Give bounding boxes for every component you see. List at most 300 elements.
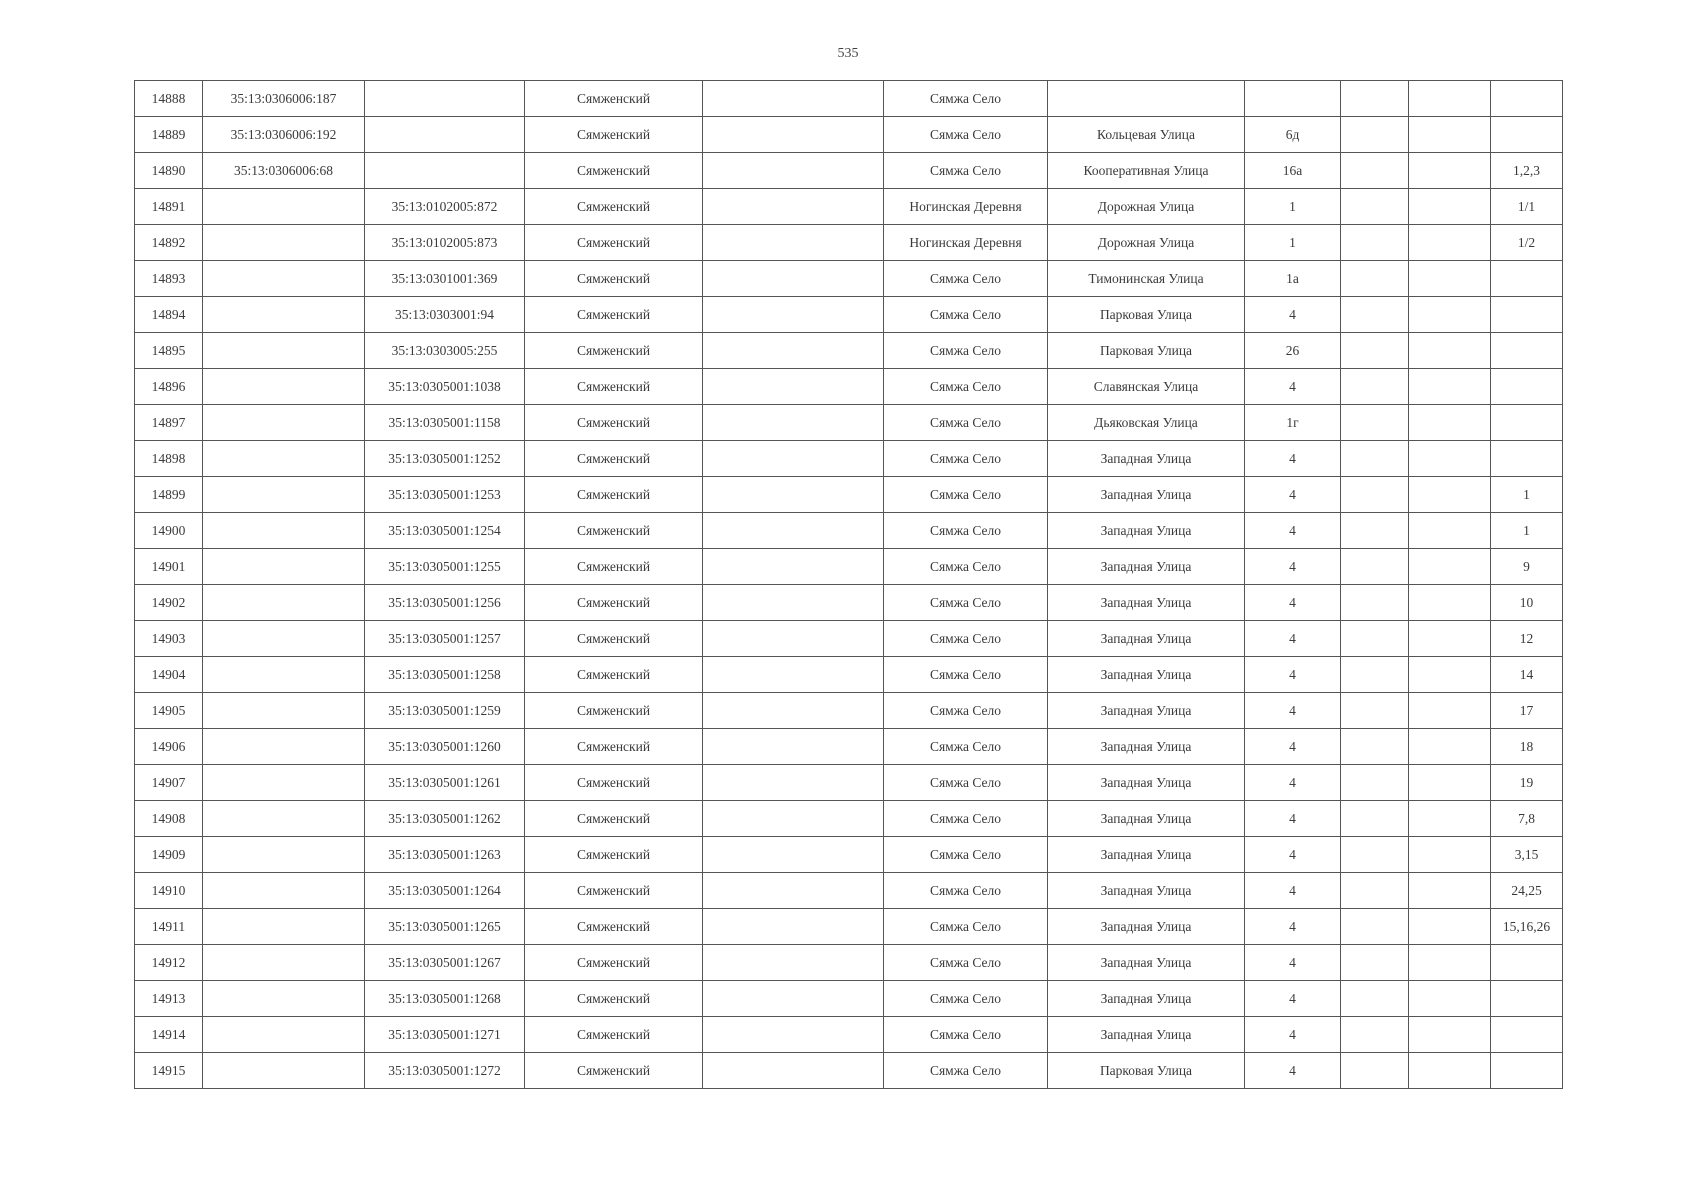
street-cell: Славянская Улица (1048, 369, 1245, 405)
record-number-cell: 14889 (135, 117, 203, 153)
municipality-cell (703, 441, 884, 477)
street-cell: Западная Улица (1048, 549, 1245, 585)
house-number-cell: 4 (1245, 909, 1341, 945)
cadastral-number-primary-cell (203, 945, 365, 981)
cadastral-number-primary-cell (203, 837, 365, 873)
cadastral-number-primary-cell (203, 297, 365, 333)
cadastral-number-secondary-cell: 35:13:0303001:94 (365, 297, 525, 333)
house-number-cell: 1а (1245, 261, 1341, 297)
house-number-cell: 4 (1245, 801, 1341, 837)
settlement-cell: Сямжа Село (884, 1017, 1048, 1053)
municipality-cell (703, 981, 884, 1017)
apartment-cell (1491, 405, 1563, 441)
street-cell: Западная Улица (1048, 873, 1245, 909)
structure-cell (1409, 369, 1491, 405)
structure-cell (1409, 225, 1491, 261)
street-cell (1048, 81, 1245, 117)
cadastral-number-secondary-cell: 35:13:0305001:1261 (365, 765, 525, 801)
building-cell (1341, 513, 1409, 549)
settlement-cell: Сямжа Село (884, 585, 1048, 621)
table-row (135, 153, 1563, 189)
settlement-cell: Сямжа Село (884, 261, 1048, 297)
building-cell (1341, 225, 1409, 261)
structure-cell (1409, 261, 1491, 297)
district-cell: Сямженский (525, 981, 703, 1017)
district-cell: Сямженский (525, 333, 703, 369)
table-row (135, 549, 1563, 585)
street-cell: Дорожная Улица (1048, 189, 1245, 225)
structure-cell (1409, 477, 1491, 513)
settlement-cell: Сямжа Село (884, 729, 1048, 765)
street-cell: Западная Улица (1048, 729, 1245, 765)
house-number-cell: 4 (1245, 765, 1341, 801)
structure-cell (1409, 693, 1491, 729)
settlement-cell: Ногинская Деревня (884, 225, 1048, 261)
municipality-cell (703, 369, 884, 405)
building-cell (1341, 477, 1409, 513)
building-cell (1341, 909, 1409, 945)
cadastral-number-primary-cell (203, 513, 365, 549)
table-row (135, 657, 1563, 693)
house-number-cell: 4 (1245, 585, 1341, 621)
district-cell: Сямженский (525, 693, 703, 729)
house-number-cell: 4 (1245, 441, 1341, 477)
structure-cell (1409, 981, 1491, 1017)
cadastral-number-primary-cell (203, 189, 365, 225)
building-cell (1341, 1053, 1409, 1089)
municipality-cell (703, 909, 884, 945)
municipality-cell (703, 261, 884, 297)
district-cell: Сямженский (525, 1053, 703, 1089)
structure-cell (1409, 297, 1491, 333)
cadastral-number-primary-cell (203, 477, 365, 513)
cadastral-number-secondary-cell: 35:13:0102005:873 (365, 225, 525, 261)
record-number-cell: 14913 (135, 981, 203, 1017)
building-cell (1341, 621, 1409, 657)
street-cell: Западная Улица (1048, 765, 1245, 801)
municipality-cell (703, 693, 884, 729)
apartment-cell: 1 (1491, 477, 1563, 513)
settlement-cell: Сямжа Село (884, 81, 1048, 117)
structure-cell (1409, 945, 1491, 981)
record-number-cell: 14900 (135, 513, 203, 549)
municipality-cell (703, 153, 884, 189)
settlement-cell: Сямжа Село (884, 441, 1048, 477)
record-number-cell: 14909 (135, 837, 203, 873)
street-cell: Дорожная Улица (1048, 225, 1245, 261)
record-number-cell: 14911 (135, 909, 203, 945)
record-number-cell: 14894 (135, 297, 203, 333)
building-cell (1341, 873, 1409, 909)
house-number-cell: 4 (1245, 873, 1341, 909)
record-number-cell: 14905 (135, 693, 203, 729)
structure-cell (1409, 117, 1491, 153)
cadastral-number-secondary-cell: 35:13:0305001:1265 (365, 909, 525, 945)
municipality-cell (703, 873, 884, 909)
structure-cell (1409, 765, 1491, 801)
building-cell (1341, 765, 1409, 801)
house-number-cell: 4 (1245, 621, 1341, 657)
building-cell (1341, 333, 1409, 369)
building-cell (1341, 837, 1409, 873)
cadastral-number-secondary-cell: 35:13:0305001:1259 (365, 693, 525, 729)
municipality-cell (703, 1053, 884, 1089)
cadastral-number-secondary-cell: 35:13:0305001:1272 (365, 1053, 525, 1089)
building-cell (1341, 369, 1409, 405)
settlement-cell: Ногинская Деревня (884, 189, 1048, 225)
district-cell: Сямженский (525, 801, 703, 837)
cadastral-number-secondary-cell: 35:13:0305001:1038 (365, 369, 525, 405)
cadastral-number-secondary-cell: 35:13:0305001:1264 (365, 873, 525, 909)
table-row (135, 189, 1563, 225)
settlement-cell: Сямжа Село (884, 693, 1048, 729)
structure-cell (1409, 729, 1491, 765)
municipality-cell (703, 585, 884, 621)
settlement-cell: Сямжа Село (884, 477, 1048, 513)
municipality-cell (703, 513, 884, 549)
street-cell: Тимонинская Улица (1048, 261, 1245, 297)
table-row (135, 405, 1563, 441)
district-cell: Сямженский (525, 117, 703, 153)
cadastral-number-secondary-cell: 35:13:0305001:1268 (365, 981, 525, 1017)
apartment-cell: 7,8 (1491, 801, 1563, 837)
table-row (135, 1053, 1563, 1089)
settlement-cell: Сямжа Село (884, 837, 1048, 873)
apartment-cell (1491, 81, 1563, 117)
street-cell: Кольцевая Улица (1048, 117, 1245, 153)
cadastral-number-primary-cell (203, 693, 365, 729)
cadastral-number-primary-cell (203, 369, 365, 405)
district-cell: Сямженский (525, 585, 703, 621)
cadastral-number-secondary-cell: 35:13:0303005:255 (365, 333, 525, 369)
municipality-cell (703, 81, 884, 117)
cadastral-number-primary-cell (203, 801, 365, 837)
house-number-cell: 4 (1245, 477, 1341, 513)
apartment-cell: 15,16,26 (1491, 909, 1563, 945)
district-cell: Сямженский (525, 765, 703, 801)
table-row (135, 225, 1563, 261)
house-number-cell: 4 (1245, 1053, 1341, 1089)
district-cell: Сямженский (525, 549, 703, 585)
street-cell: Западная Улица (1048, 441, 1245, 477)
street-cell: Западная Улица (1048, 477, 1245, 513)
cadastral-number-secondary-cell: 35:13:0305001:1263 (365, 837, 525, 873)
district-cell: Сямженский (525, 441, 703, 477)
table-row (135, 945, 1563, 981)
building-cell (1341, 549, 1409, 585)
house-number-cell: 4 (1245, 513, 1341, 549)
apartment-cell: 1/2 (1491, 225, 1563, 261)
house-number-cell: 4 (1245, 981, 1341, 1017)
table-row (135, 81, 1563, 117)
building-cell (1341, 405, 1409, 441)
building-cell (1341, 729, 1409, 765)
settlement-cell: Сямжа Село (884, 873, 1048, 909)
apartment-cell (1491, 333, 1563, 369)
structure-cell (1409, 837, 1491, 873)
record-number-cell: 14908 (135, 801, 203, 837)
cadastral-number-primary-cell (203, 909, 365, 945)
cadastral-number-primary-cell (203, 657, 365, 693)
record-number-cell: 14892 (135, 225, 203, 261)
street-cell: Парковая Улица (1048, 333, 1245, 369)
municipality-cell (703, 621, 884, 657)
district-cell: Сямженский (525, 1017, 703, 1053)
table-row (135, 333, 1563, 369)
apartment-cell: 14 (1491, 657, 1563, 693)
settlement-cell: Сямжа Село (884, 765, 1048, 801)
cadastral-number-primary-cell (203, 981, 365, 1017)
house-number-cell: 4 (1245, 297, 1341, 333)
settlement-cell: Сямжа Село (884, 333, 1048, 369)
cadastral-number-primary-cell (203, 549, 365, 585)
table-row (135, 837, 1563, 873)
apartment-cell (1491, 1053, 1563, 1089)
settlement-cell: Сямжа Село (884, 801, 1048, 837)
street-cell: Западная Улица (1048, 621, 1245, 657)
structure-cell (1409, 657, 1491, 693)
record-number-cell: 14901 (135, 549, 203, 585)
registry-table (134, 80, 1563, 1089)
apartment-cell: 3,15 (1491, 837, 1563, 873)
record-number-cell: 14904 (135, 657, 203, 693)
apartment-cell: 1/1 (1491, 189, 1563, 225)
district-cell: Сямженский (525, 297, 703, 333)
building-cell (1341, 945, 1409, 981)
street-cell: Западная Улица (1048, 513, 1245, 549)
cadastral-number-primary-cell: 35:13:0306006:187 (203, 81, 365, 117)
apartment-cell (1491, 369, 1563, 405)
structure-cell (1409, 513, 1491, 549)
cadastral-number-secondary-cell: 35:13:0305001:1255 (365, 549, 525, 585)
cadastral-number-primary-cell (203, 621, 365, 657)
cadastral-number-secondary-cell: 35:13:0305001:1252 (365, 441, 525, 477)
house-number-cell: 6д (1245, 117, 1341, 153)
record-number-cell: 14902 (135, 585, 203, 621)
structure-cell (1409, 81, 1491, 117)
cadastral-number-secondary-cell (365, 81, 525, 117)
apartment-cell: 1,2,3 (1491, 153, 1563, 189)
table-row (135, 1017, 1563, 1053)
table-row (135, 297, 1563, 333)
cadastral-number-secondary-cell: 35:13:0305001:1262 (365, 801, 525, 837)
building-cell (1341, 153, 1409, 189)
table-row (135, 477, 1563, 513)
street-cell: Западная Улица (1048, 981, 1245, 1017)
district-cell: Сямженский (525, 369, 703, 405)
house-number-cell: 16а (1245, 153, 1341, 189)
structure-cell (1409, 441, 1491, 477)
structure-cell (1409, 873, 1491, 909)
municipality-cell (703, 189, 884, 225)
district-cell: Сямженский (525, 729, 703, 765)
apartment-cell (1491, 1017, 1563, 1053)
street-cell: Дьяковская Улица (1048, 405, 1245, 441)
building-cell (1341, 981, 1409, 1017)
municipality-cell (703, 801, 884, 837)
house-number-cell: 4 (1245, 657, 1341, 693)
house-number-cell: 1г (1245, 405, 1341, 441)
street-cell: Западная Улица (1048, 1017, 1245, 1053)
cadastral-number-secondary-cell: 35:13:0305001:1257 (365, 621, 525, 657)
structure-cell (1409, 333, 1491, 369)
table-row (135, 261, 1563, 297)
building-cell (1341, 117, 1409, 153)
cadastral-number-secondary-cell: 35:13:0305001:1267 (365, 945, 525, 981)
house-number-cell: 4 (1245, 369, 1341, 405)
table-row (135, 693, 1563, 729)
settlement-cell: Сямжа Село (884, 945, 1048, 981)
record-number-cell: 14895 (135, 333, 203, 369)
settlement-cell: Сямжа Село (884, 405, 1048, 441)
apartment-cell (1491, 117, 1563, 153)
municipality-cell (703, 1017, 884, 1053)
record-number-cell: 14891 (135, 189, 203, 225)
apartment-cell: 1 (1491, 513, 1563, 549)
cadastral-number-primary-cell: 35:13:0306006:68 (203, 153, 365, 189)
street-cell: Западная Улица (1048, 657, 1245, 693)
settlement-cell: Сямжа Село (884, 981, 1048, 1017)
cadastral-number-primary-cell (203, 1017, 365, 1053)
settlement-cell: Сямжа Село (884, 297, 1048, 333)
record-number-cell: 14914 (135, 1017, 203, 1053)
record-number-cell: 14893 (135, 261, 203, 297)
apartment-cell: 19 (1491, 765, 1563, 801)
record-number-cell: 14898 (135, 441, 203, 477)
building-cell (1341, 81, 1409, 117)
cadastral-number-primary-cell (203, 441, 365, 477)
table-row (135, 621, 1563, 657)
cadastral-number-primary-cell (203, 873, 365, 909)
building-cell (1341, 693, 1409, 729)
building-cell (1341, 297, 1409, 333)
district-cell: Сямженский (525, 405, 703, 441)
settlement-cell: Сямжа Село (884, 621, 1048, 657)
street-cell: Кооперативная Улица (1048, 153, 1245, 189)
building-cell (1341, 801, 1409, 837)
record-number-cell: 14896 (135, 369, 203, 405)
municipality-cell (703, 837, 884, 873)
table-row (135, 369, 1563, 405)
building-cell (1341, 657, 1409, 693)
record-number-cell: 14897 (135, 405, 203, 441)
record-number-cell: 14903 (135, 621, 203, 657)
record-number-cell: 14899 (135, 477, 203, 513)
page-number: 535 (837, 46, 859, 61)
district-cell: Сямженский (525, 153, 703, 189)
apartment-cell (1491, 981, 1563, 1017)
cadastral-number-primary-cell (203, 225, 365, 261)
house-number-cell: 4 (1245, 549, 1341, 585)
district-cell: Сямженский (525, 873, 703, 909)
structure-cell (1409, 405, 1491, 441)
cadastral-number-secondary-cell: 35:13:0305001:1256 (365, 585, 525, 621)
table-row (135, 441, 1563, 477)
settlement-cell: Сямжа Село (884, 657, 1048, 693)
district-cell: Сямженский (525, 621, 703, 657)
street-cell: Западная Улица (1048, 945, 1245, 981)
table-row (135, 981, 1563, 1017)
street-cell: Парковая Улица (1048, 297, 1245, 333)
municipality-cell (703, 333, 884, 369)
house-number-cell: 4 (1245, 729, 1341, 765)
table-row (135, 729, 1563, 765)
apartment-cell: 17 (1491, 693, 1563, 729)
cadastral-number-secondary-cell: 35:13:0305001:1258 (365, 657, 525, 693)
table-row (135, 801, 1563, 837)
house-number-cell: 1 (1245, 189, 1341, 225)
cadastral-number-secondary-cell: 35:13:0305001:1260 (365, 729, 525, 765)
record-number-cell: 14890 (135, 153, 203, 189)
cadastral-number-secondary-cell (365, 117, 525, 153)
building-cell (1341, 1017, 1409, 1053)
cadastral-number-secondary-cell (365, 153, 525, 189)
apartment-cell (1491, 945, 1563, 981)
house-number-cell: 1 (1245, 225, 1341, 261)
municipality-cell (703, 945, 884, 981)
structure-cell (1409, 153, 1491, 189)
district-cell: Сямженский (525, 477, 703, 513)
apartment-cell (1491, 297, 1563, 333)
municipality-cell (703, 549, 884, 585)
table-row (135, 765, 1563, 801)
table-row (135, 513, 1563, 549)
building-cell (1341, 261, 1409, 297)
house-number-cell: 4 (1245, 1017, 1341, 1053)
district-cell: Сямженский (525, 261, 703, 297)
apartment-cell: 18 (1491, 729, 1563, 765)
settlement-cell: Сямжа Село (884, 909, 1048, 945)
cadastral-number-primary-cell (203, 765, 365, 801)
settlement-cell: Сямжа Село (884, 117, 1048, 153)
street-cell: Западная Улица (1048, 801, 1245, 837)
building-cell (1341, 585, 1409, 621)
apartment-cell (1491, 261, 1563, 297)
district-cell: Сямженский (525, 657, 703, 693)
municipality-cell (703, 765, 884, 801)
street-cell: Западная Улица (1048, 585, 1245, 621)
house-number-cell: 4 (1245, 693, 1341, 729)
cadastral-number-secondary-cell: 35:13:0102005:872 (365, 189, 525, 225)
table-row (135, 909, 1563, 945)
table-row (135, 585, 1563, 621)
structure-cell (1409, 1017, 1491, 1053)
settlement-cell: Сямжа Село (884, 153, 1048, 189)
table-row (135, 117, 1563, 153)
cadastral-number-secondary-cell: 35:13:0305001:1158 (365, 405, 525, 441)
street-cell: Западная Улица (1048, 909, 1245, 945)
structure-cell (1409, 621, 1491, 657)
cadastral-number-primary-cell (203, 333, 365, 369)
district-cell: Сямженский (525, 513, 703, 549)
registry-table-body (135, 81, 1563, 1089)
municipality-cell (703, 657, 884, 693)
building-cell (1341, 189, 1409, 225)
settlement-cell: Сямжа Село (884, 549, 1048, 585)
cadastral-number-primary-cell (203, 729, 365, 765)
house-number-cell (1245, 81, 1341, 117)
cadastral-number-primary-cell (203, 585, 365, 621)
settlement-cell: Сямжа Село (884, 369, 1048, 405)
district-cell: Сямженский (525, 837, 703, 873)
house-number-cell: 4 (1245, 945, 1341, 981)
cadastral-number-primary-cell: 35:13:0306006:192 (203, 117, 365, 153)
street-cell: Парковая Улица (1048, 1053, 1245, 1089)
house-number-cell: 4 (1245, 837, 1341, 873)
record-number-cell: 14888 (135, 81, 203, 117)
structure-cell (1409, 189, 1491, 225)
record-number-cell: 14906 (135, 729, 203, 765)
